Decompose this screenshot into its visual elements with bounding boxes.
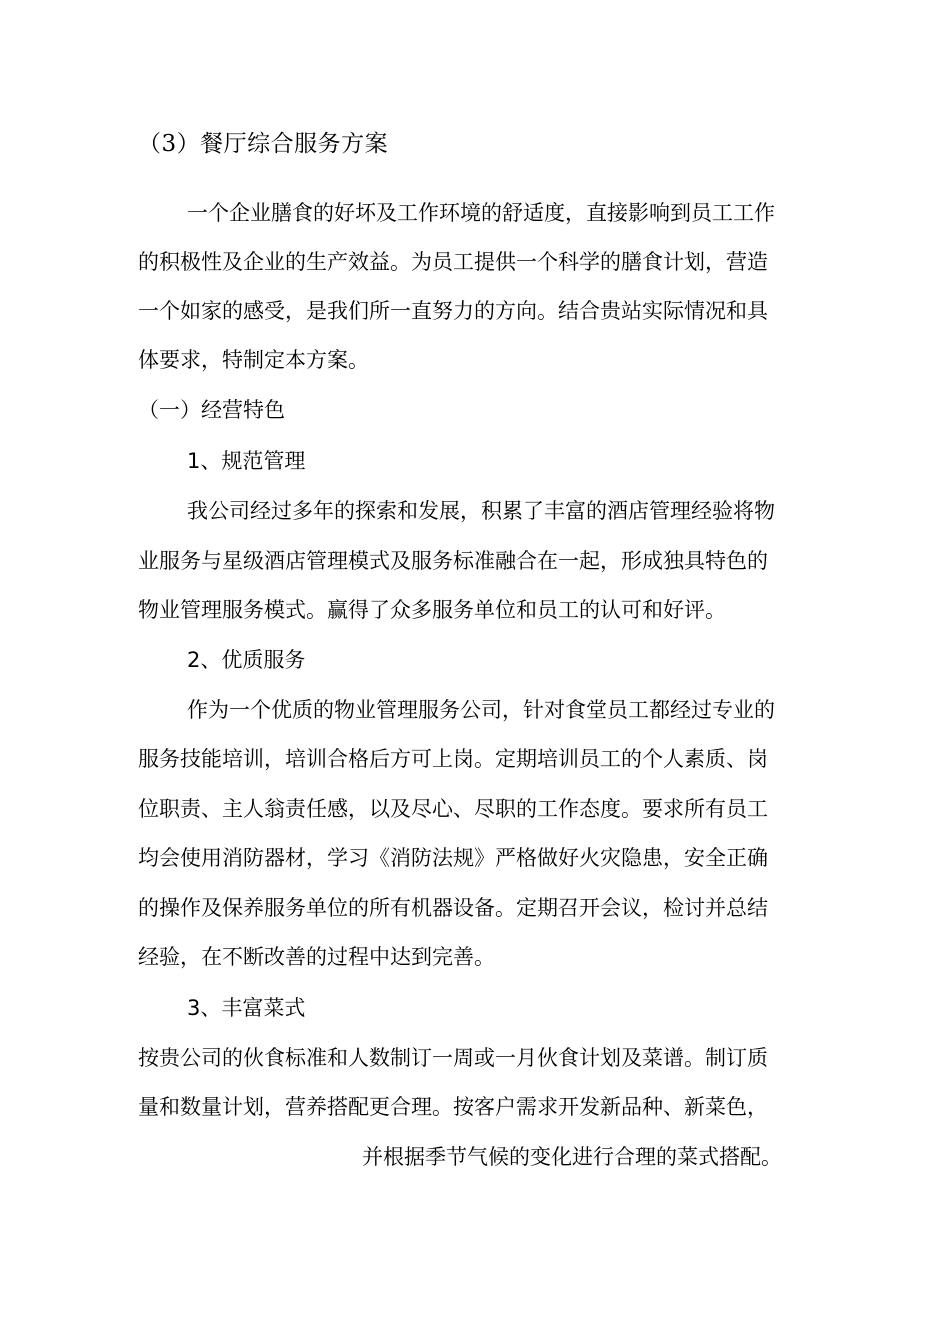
item-1-line-3: 物业管理服务模式。赢得了众多服务单位和员工的认可和好评。	[138, 598, 726, 622]
item-1-line-2: 业服务与星级酒店管理模式及服务标准融合在一起，形成独具特色的	[138, 549, 768, 573]
item-2-line-5: 的操作及保养服务单位的所有机器设备。定期召开会议，检讨并总结	[138, 896, 768, 920]
item-3-title: 3、丰富菜式	[187, 996, 306, 1020]
intro-line-3: 一个如家的感受，是我们所一直努力的方向。结合贵站实际情况和具	[138, 299, 768, 323]
subsection-title: （一）经营特色	[138, 398, 285, 422]
item-2-title: 2、优质服务	[187, 648, 306, 672]
item-2-line-2: 服务技能培训，培训合格后方可上岗。定期培训员工的个人素质、岗	[138, 747, 768, 771]
intro-line-1: 一个企业膳食的好坏及工作环境的舒适度，直接影响到员工工作	[187, 201, 775, 225]
item-1-line-1: 我公司经过多年的探索和发展，积累了丰富的酒店管理经验将物	[187, 499, 775, 523]
item-2-line-4: 均会使用消防器材，学习《消防法规》严格做好火灾隐患，安全正确	[138, 846, 768, 870]
item-2-line-3: 位职责、主人翁责任感，以及尽心、尽职的工作态度。要求所有员工	[138, 797, 768, 821]
intro-line-2: 的积极性及企业的生产效益。为员工提供一个科学的膳食计划，营造	[138, 250, 768, 274]
item-2-line-1: 作为一个优质的物业管理服务公司，针对食堂员工都经过专业的	[187, 698, 775, 722]
item-1-title: 1、规范管理	[187, 449, 306, 473]
intro-line-4: 体要求，特制定本方案。	[138, 348, 369, 372]
item-3-line-3: 并根据季节气候的变化进行合理的菜式搭配。	[362, 1145, 782, 1169]
item-3-line-1: 按贵公司的伙食标准和人数制订一周或一月伙食计划及菜谱。制订质	[138, 1046, 768, 1070]
section-heading: （3）餐厅综合服务方案	[138, 131, 389, 157]
item-3-line-2: 量和数量计划，营养搭配更合理。按客户需求开发新品种、新菜色，	[138, 1095, 768, 1119]
item-2-line-6: 经验，在不断改善的过程中达到完善。	[138, 945, 495, 969]
